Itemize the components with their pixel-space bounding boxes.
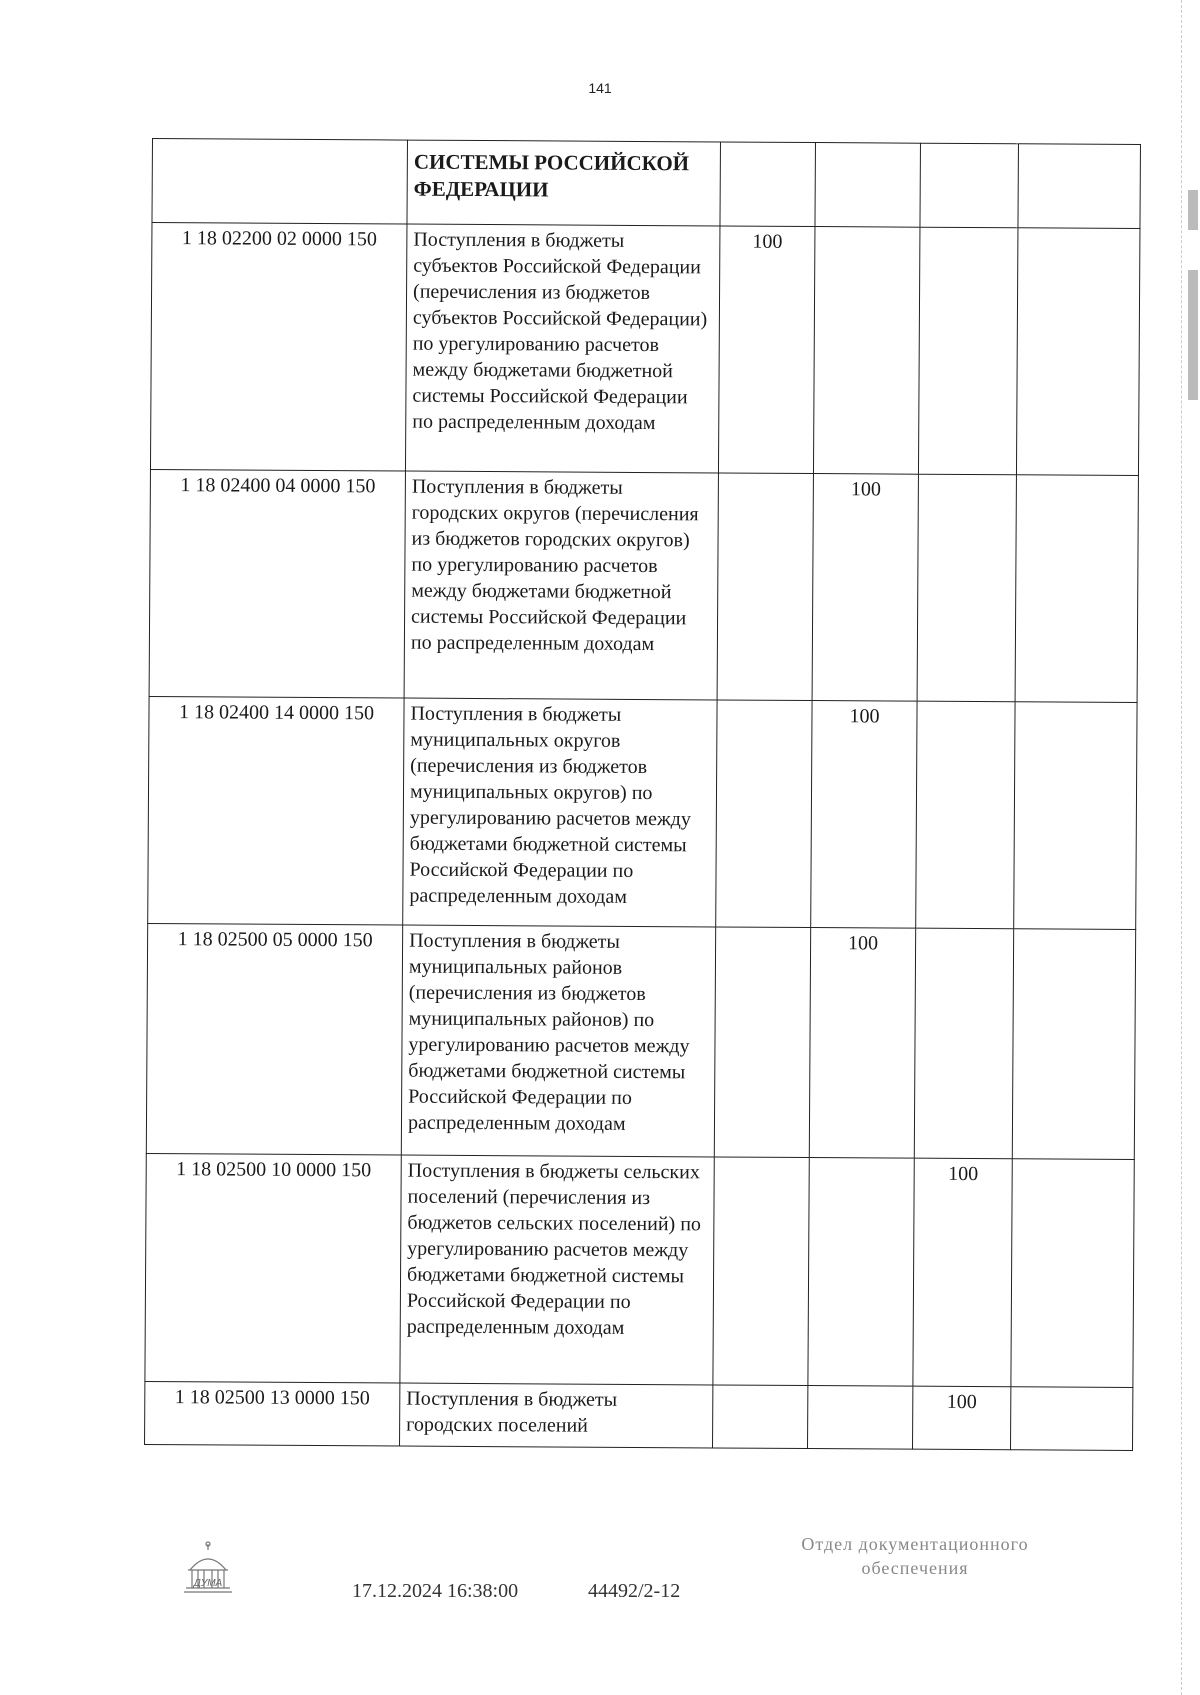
value-cell (713, 1385, 808, 1449)
value-cell (716, 700, 812, 928)
revenue-code-cell: 1 18 02500 13 0000 150 (145, 1381, 400, 1446)
value-cell (713, 1157, 809, 1386)
table-row (152, 139, 1140, 229)
table-row (149, 469, 1138, 702)
value-cell (808, 1158, 914, 1387)
department-line-1: Отдел документационного (801, 1534, 1029, 1554)
value-cell (717, 473, 813, 701)
value-cell (1011, 1159, 1134, 1388)
revenue-description-cell: Поступления в бюджеты сельских поселений (перечисления из бюджетов сельских поселений) по урегулированию расчетов между бюджетами бюджетной системы Российской Федерации по распределенным доходам (400, 1155, 714, 1385)
value-cell (1016, 228, 1140, 476)
value-cell (920, 143, 1019, 228)
value-cell (916, 701, 1015, 929)
page-number: 141 (588, 80, 612, 96)
value-cell: 100 (718, 226, 815, 474)
duma-logo-icon (180, 1540, 236, 1604)
revenue-code-cell: 1 18 02200 02 0000 150 (150, 223, 407, 472)
value-cell (813, 227, 920, 475)
revenue-code-cell: 1 18 02500 10 0000 150 (145, 1153, 401, 1383)
revenue-code-cell: 1 18 02400 04 0000 150 (149, 469, 405, 698)
value-cell (917, 474, 1016, 702)
value-cell (808, 1386, 913, 1450)
revenue-description-cell: Поступления в бюджеты муниципальных округов (перечисления из бюджетов муниципальных округов) по урегулированию расчетов между бюджетами бюджетной системы Российской Федерации по распределенным доходам (403, 698, 717, 927)
footer-datetime: 17.12.2024 16:38:00 (352, 1580, 519, 1602)
value-cell (918, 227, 1018, 475)
revenue-description-cell: Поступления в бюджеты городских поселений (400, 1383, 713, 1448)
value-cell (1012, 929, 1135, 1160)
value-cell: 100 (913, 1158, 1012, 1387)
revenue-description-cell: СИСТЕМЫ РОССИЙСКОЙ ФЕДЕРАЦИИ (407, 140, 721, 226)
scan-edge (1181, 0, 1200, 1695)
value-cell (720, 142, 816, 227)
value-cell: 100 (811, 701, 917, 929)
revenue-description-cell: Поступления в бюджеты субъектов Российской Федерации (перечисления из бюджетов субъектов Российской Федерации) по урегулированию расчетов между бюджетами бюджетной системы Российской Федерации по распределенным доходам (405, 224, 720, 473)
revenue-code-cell: 1 18 02400 14 0000 150 (148, 696, 404, 925)
logo-text: ДУМА (193, 1578, 223, 1589)
value-cell (914, 928, 1013, 1159)
table-row (146, 923, 1135, 1159)
table-row (148, 696, 1137, 929)
value-cell: 100 (812, 474, 918, 702)
revenue-code-cell (152, 139, 408, 225)
value-cell (714, 927, 810, 1158)
value-cell (1014, 702, 1137, 930)
value-cell: 100 (913, 1386, 1011, 1450)
table-row (145, 1381, 1133, 1450)
value-cell: 100 (809, 928, 915, 1159)
department-line-2: обеспечения (861, 1558, 969, 1578)
table-row (150, 223, 1139, 476)
value-cell (1015, 475, 1138, 703)
budget-table (144, 138, 1141, 1451)
value-cell (815, 143, 921, 228)
department-stamp (770, 1532, 1060, 1580)
revenue-description-cell: Поступления в бюджеты городских округов (перечисления из бюджетов городских округов) по урегулированию расчетов между бюджетами бюджетной системы Российской Федерации по распределенным доходам (404, 471, 718, 700)
revenue-code-cell: 1 18 02500 05 0000 150 (146, 923, 402, 1155)
table-row (145, 1153, 1134, 1387)
value-cell (1011, 1387, 1133, 1451)
footer-doc-number: 44492/2-12 (588, 1580, 681, 1602)
revenue-description-cell: Поступления в бюджеты муниципальных районов (перечисления из бюджетов муниципальных районов) по урегулированию расчетов между бюджетами бюджетной системы Российской Федерации по распределенным доходам (401, 925, 715, 1157)
value-cell (1018, 144, 1141, 229)
